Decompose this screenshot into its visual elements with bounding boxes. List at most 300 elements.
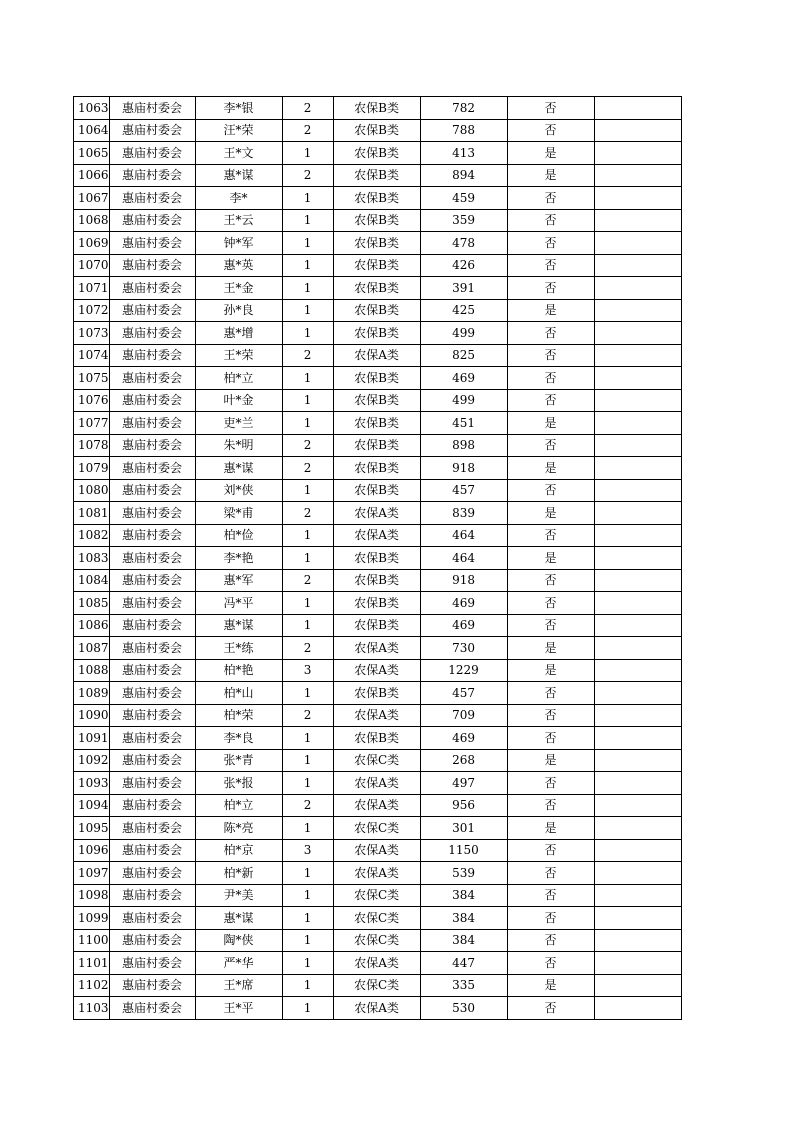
table-row [74,232,682,255]
flag-cell: 否 [507,367,594,390]
household-count-cell: 1 [282,907,333,930]
village-committee-cell: 惠庙村委会 [109,97,195,120]
amount-cell: 457 [420,682,507,705]
amount-cell: 709 [420,704,507,727]
row-number-cell: 1087 [74,637,110,660]
name-cell: 王*云 [195,209,282,232]
village-committee-cell: 惠庙村委会 [109,524,195,547]
household-count-cell: 1 [282,547,333,570]
name-cell: 孙*良 [195,299,282,322]
village-committee-cell: 惠庙村委会 [109,862,195,885]
amount-cell: 499 [420,322,507,345]
table-row [74,524,682,547]
village-committee-cell: 惠庙村委会 [109,142,195,165]
flag-cell: 否 [507,907,594,930]
household-count-cell: 1 [282,389,333,412]
amount-cell: 459 [420,187,507,210]
remark-cell [594,614,681,637]
household-count-cell: 1 [282,929,333,952]
village-committee-cell: 惠庙村委会 [109,907,195,930]
household-count-cell: 1 [282,614,333,637]
row-number-cell: 1097 [74,862,110,885]
name-cell: 柏*立 [195,367,282,390]
insurance-type-cell: 农保A类 [333,524,420,547]
amount-cell: 1229 [420,659,507,682]
row-number-cell: 1103 [74,997,110,1020]
village-committee-cell: 惠庙村委会 [109,277,195,300]
name-cell: 惠*英 [195,254,282,277]
amount-cell: 451 [420,412,507,435]
remark-cell [594,434,681,457]
amount-cell: 301 [420,817,507,840]
insurance-type-cell: 农保C类 [333,884,420,907]
remark-cell [594,209,681,232]
table-row [74,299,682,322]
household-count-cell: 2 [282,457,333,480]
remark-cell [594,794,681,817]
insurance-type-cell: 农保A类 [333,704,420,727]
village-committee-cell: 惠庙村委会 [109,389,195,412]
name-cell: 李*银 [195,97,282,120]
village-committee-cell: 惠庙村委会 [109,502,195,525]
village-committee-cell: 惠庙村委会 [109,479,195,502]
row-number-cell: 1100 [74,929,110,952]
flag-cell: 否 [507,772,594,795]
insurance-type-cell: 农保C类 [333,817,420,840]
row-number-cell: 1092 [74,749,110,772]
insurance-type-cell: 农保A类 [333,637,420,660]
remark-cell [594,277,681,300]
insurance-type-cell: 农保B类 [333,479,420,502]
remark-cell [594,907,681,930]
household-count-cell: 1 [282,277,333,300]
amount-cell: 425 [420,299,507,322]
row-number-cell: 1079 [74,457,110,480]
insurance-type-cell: 农保C类 [333,907,420,930]
flag-cell: 是 [507,637,594,660]
remark-cell [594,187,681,210]
table-row [74,772,682,795]
name-cell: 王*文 [195,142,282,165]
flag-cell: 否 [507,97,594,120]
name-cell: 刘*侠 [195,479,282,502]
insurance-type-cell: 农保B类 [333,277,420,300]
remark-cell [594,727,681,750]
household-count-cell: 1 [282,322,333,345]
remark-cell [594,637,681,660]
amount-cell: 782 [420,97,507,120]
flag-cell: 否 [507,682,594,705]
row-number-cell: 1075 [74,367,110,390]
name-cell: 梁*甫 [195,502,282,525]
name-cell: 尹*美 [195,884,282,907]
flag-cell: 是 [507,749,594,772]
amount-cell: 359 [420,209,507,232]
table-row [74,119,682,142]
table-row [74,952,682,975]
row-number-cell: 1093 [74,772,110,795]
household-count-cell: 1 [282,997,333,1020]
household-count-cell: 1 [282,232,333,255]
table-row [74,794,682,817]
name-cell: 柏*新 [195,862,282,885]
name-cell: 王*练 [195,637,282,660]
name-cell: 李* [195,187,282,210]
village-committee-cell: 惠庙村委会 [109,884,195,907]
flag-cell: 否 [507,704,594,727]
remark-cell [594,929,681,952]
remark-cell [594,749,681,772]
household-count-cell: 2 [282,637,333,660]
remark-cell [594,997,681,1020]
insurance-type-cell: 农保A类 [333,659,420,682]
household-count-cell: 2 [282,794,333,817]
flag-cell: 否 [507,187,594,210]
amount-cell: 469 [420,367,507,390]
insurance-type-cell: 农保B类 [333,457,420,480]
remark-cell [594,299,681,322]
row-number-cell: 1071 [74,277,110,300]
amount-cell: 730 [420,637,507,660]
name-cell: 柏*荣 [195,704,282,727]
flag-cell: 否 [507,277,594,300]
amount-cell: 898 [420,434,507,457]
row-number-cell: 1066 [74,164,110,187]
amount-cell: 384 [420,929,507,952]
flag-cell: 否 [507,997,594,1020]
village-committee-cell: 惠庙村委会 [109,412,195,435]
flag-cell: 否 [507,434,594,457]
flag-cell: 是 [507,502,594,525]
data-table [73,96,682,1020]
table-row [74,637,682,660]
village-committee-cell: 惠庙村委会 [109,637,195,660]
row-number-cell: 1084 [74,569,110,592]
village-committee-cell: 惠庙村委会 [109,367,195,390]
village-committee-cell: 惠庙村委会 [109,209,195,232]
remark-cell [594,524,681,547]
insurance-type-cell: 农保B类 [333,569,420,592]
insurance-type-cell: 农保B类 [333,97,420,120]
village-committee-cell: 惠庙村委会 [109,434,195,457]
household-count-cell: 2 [282,344,333,367]
table-row [74,502,682,525]
insurance-type-cell: 农保B类 [333,434,420,457]
remark-cell [594,164,681,187]
insurance-type-cell: 农保C类 [333,749,420,772]
insurance-type-cell: 农保A类 [333,794,420,817]
village-committee-cell: 惠庙村委会 [109,164,195,187]
remark-cell [594,974,681,997]
row-number-cell: 1077 [74,412,110,435]
village-committee-cell: 惠庙村委会 [109,839,195,862]
name-cell: 柏*京 [195,839,282,862]
amount-cell: 469 [420,592,507,615]
row-number-cell: 1064 [74,119,110,142]
flag-cell: 否 [507,614,594,637]
row-number-cell: 1088 [74,659,110,682]
row-number-cell: 1082 [74,524,110,547]
row-number-cell: 1083 [74,547,110,570]
row-number-cell: 1102 [74,974,110,997]
household-count-cell: 1 [282,254,333,277]
name-cell: 王*金 [195,277,282,300]
remark-cell [594,547,681,570]
insurance-type-cell: 农保B类 [333,119,420,142]
row-number-cell: 1089 [74,682,110,705]
remark-cell [594,254,681,277]
table-row [74,254,682,277]
village-committee-cell: 惠庙村委会 [109,659,195,682]
remark-cell [594,344,681,367]
flag-cell: 是 [507,547,594,570]
household-count-cell: 1 [282,412,333,435]
village-committee-cell: 惠庙村委会 [109,457,195,480]
table-row [74,929,682,952]
amount-cell: 530 [420,997,507,1020]
household-count-cell: 1 [282,367,333,390]
insurance-type-cell: 农保B类 [333,592,420,615]
flag-cell: 否 [507,524,594,547]
flag-cell: 否 [507,254,594,277]
amount-cell: 839 [420,502,507,525]
flag-cell: 是 [507,457,594,480]
remark-cell [594,659,681,682]
remark-cell [594,884,681,907]
insurance-type-cell: 农保A类 [333,997,420,1020]
household-count-cell: 1 [282,772,333,795]
remark-cell [594,569,681,592]
remark-cell [594,232,681,255]
table-row [74,839,682,862]
row-number-cell: 1065 [74,142,110,165]
insurance-type-cell: 农保B类 [333,614,420,637]
name-cell: 吏*兰 [195,412,282,435]
insurance-type-cell: 农保B类 [333,412,420,435]
household-count-cell: 1 [282,524,333,547]
insurance-type-cell: 农保B类 [333,232,420,255]
row-number-cell: 1101 [74,952,110,975]
village-committee-cell: 惠庙村委会 [109,749,195,772]
insurance-type-cell: 农保C类 [333,929,420,952]
row-number-cell: 1072 [74,299,110,322]
amount-cell: 457 [420,479,507,502]
household-count-cell: 3 [282,839,333,862]
table-row [74,704,682,727]
village-committee-cell: 惠庙村委会 [109,727,195,750]
table-row [74,209,682,232]
insurance-type-cell: 农保A类 [333,772,420,795]
row-number-cell: 1063 [74,97,110,120]
household-count-cell: 1 [282,479,333,502]
name-cell: 柏*艳 [195,659,282,682]
name-cell: 张*报 [195,772,282,795]
household-count-cell: 2 [282,569,333,592]
household-count-cell: 1 [282,592,333,615]
flag-cell: 否 [507,569,594,592]
name-cell: 惠*谋 [195,907,282,930]
table-row [74,322,682,345]
row-number-cell: 1091 [74,727,110,750]
name-cell: 李*艳 [195,547,282,570]
amount-cell: 469 [420,727,507,750]
village-committee-cell: 惠庙村委会 [109,344,195,367]
name-cell: 钟*军 [195,232,282,255]
flag-cell: 是 [507,164,594,187]
flag-cell: 否 [507,479,594,502]
table-row [74,817,682,840]
insurance-type-cell: 农保A类 [333,344,420,367]
insurance-type-cell: 农保B类 [333,187,420,210]
remark-cell [594,97,681,120]
remark-cell [594,704,681,727]
row-number-cell: 1068 [74,209,110,232]
row-number-cell: 1095 [74,817,110,840]
name-cell: 朱*明 [195,434,282,457]
insurance-type-cell: 农保B类 [333,142,420,165]
village-committee-cell: 惠庙村委会 [109,704,195,727]
table-row [74,862,682,885]
row-number-cell: 1069 [74,232,110,255]
name-cell: 叶*金 [195,389,282,412]
row-number-cell: 1085 [74,592,110,615]
flag-cell: 否 [507,884,594,907]
row-number-cell: 1074 [74,344,110,367]
table-row [74,389,682,412]
table-row [74,614,682,637]
household-count-cell: 1 [282,299,333,322]
flag-cell: 是 [507,142,594,165]
insurance-type-cell: 农保B类 [333,547,420,570]
remark-cell [594,479,681,502]
insurance-type-cell: 农保B类 [333,682,420,705]
village-committee-cell: 惠庙村委会 [109,772,195,795]
village-committee-cell: 惠庙村委会 [109,929,195,952]
flag-cell: 否 [507,862,594,885]
household-count-cell: 1 [282,187,333,210]
village-committee-cell: 惠庙村委会 [109,974,195,997]
row-number-cell: 1078 [74,434,110,457]
insurance-type-cell: 农保B类 [333,322,420,345]
row-number-cell: 1076 [74,389,110,412]
amount-cell: 918 [420,569,507,592]
amount-cell: 384 [420,907,507,930]
insurance-type-cell: 农保A类 [333,839,420,862]
table-row [74,749,682,772]
household-count-cell: 1 [282,817,333,840]
table-row [74,907,682,930]
insurance-type-cell: 农保B类 [333,727,420,750]
name-cell: 惠*谋 [195,164,282,187]
amount-cell: 478 [420,232,507,255]
remark-cell [594,952,681,975]
flag-cell: 否 [507,794,594,817]
household-count-cell: 2 [282,502,333,525]
household-count-cell: 2 [282,164,333,187]
row-number-cell: 1090 [74,704,110,727]
flag-cell: 否 [507,929,594,952]
flag-cell: 是 [507,817,594,840]
household-count-cell: 1 [282,142,333,165]
remark-cell [594,502,681,525]
amount-cell: 268 [420,749,507,772]
amount-cell: 539 [420,862,507,885]
name-cell: 冯*平 [195,592,282,615]
name-cell: 王*荣 [195,344,282,367]
amount-cell: 384 [420,884,507,907]
amount-cell: 497 [420,772,507,795]
household-count-cell: 1 [282,727,333,750]
remark-cell [594,862,681,885]
household-count-cell: 2 [282,119,333,142]
table-row [74,479,682,502]
amount-cell: 464 [420,524,507,547]
row-number-cell: 1086 [74,614,110,637]
row-number-cell: 1094 [74,794,110,817]
insurance-type-cell: 农保A类 [333,502,420,525]
remark-cell [594,389,681,412]
household-count-cell: 1 [282,209,333,232]
flag-cell: 是 [507,412,594,435]
household-count-cell: 1 [282,749,333,772]
insurance-type-cell: 农保B类 [333,164,420,187]
amount-cell: 335 [420,974,507,997]
insurance-type-cell: 农保B类 [333,254,420,277]
name-cell: 王*平 [195,997,282,1020]
row-number-cell: 1096 [74,839,110,862]
row-number-cell: 1099 [74,907,110,930]
insurance-type-cell: 农保B类 [333,389,420,412]
table-row [74,997,682,1020]
table-row [74,277,682,300]
amount-cell: 1150 [420,839,507,862]
name-cell: 王*席 [195,974,282,997]
amount-cell: 788 [420,119,507,142]
name-cell: 惠*增 [195,322,282,345]
row-number-cell: 1098 [74,884,110,907]
household-count-cell: 1 [282,952,333,975]
insurance-type-cell: 农保C类 [333,974,420,997]
village-committee-cell: 惠庙村委会 [109,997,195,1020]
village-committee-cell: 惠庙村委会 [109,547,195,570]
table-row [74,434,682,457]
household-count-cell: 2 [282,97,333,120]
name-cell: 柏*山 [195,682,282,705]
village-committee-cell: 惠庙村委会 [109,322,195,345]
name-cell: 惠*军 [195,569,282,592]
village-committee-cell: 惠庙村委会 [109,187,195,210]
row-number-cell: 1080 [74,479,110,502]
amount-cell: 391 [420,277,507,300]
amount-cell: 469 [420,614,507,637]
household-count-cell: 1 [282,884,333,907]
name-cell: 陶*侠 [195,929,282,952]
flag-cell: 否 [507,952,594,975]
table-row [74,344,682,367]
table-row [74,659,682,682]
flag-cell: 否 [507,839,594,862]
name-cell: 张*青 [195,749,282,772]
village-committee-cell: 惠庙村委会 [109,682,195,705]
name-cell: 李*良 [195,727,282,750]
flag-cell: 否 [507,344,594,367]
name-cell: 陈*亮 [195,817,282,840]
amount-cell: 426 [420,254,507,277]
table-body [74,97,682,1020]
village-committee-cell: 惠庙村委会 [109,794,195,817]
insurance-type-cell: 农保B类 [333,367,420,390]
remark-cell [594,322,681,345]
